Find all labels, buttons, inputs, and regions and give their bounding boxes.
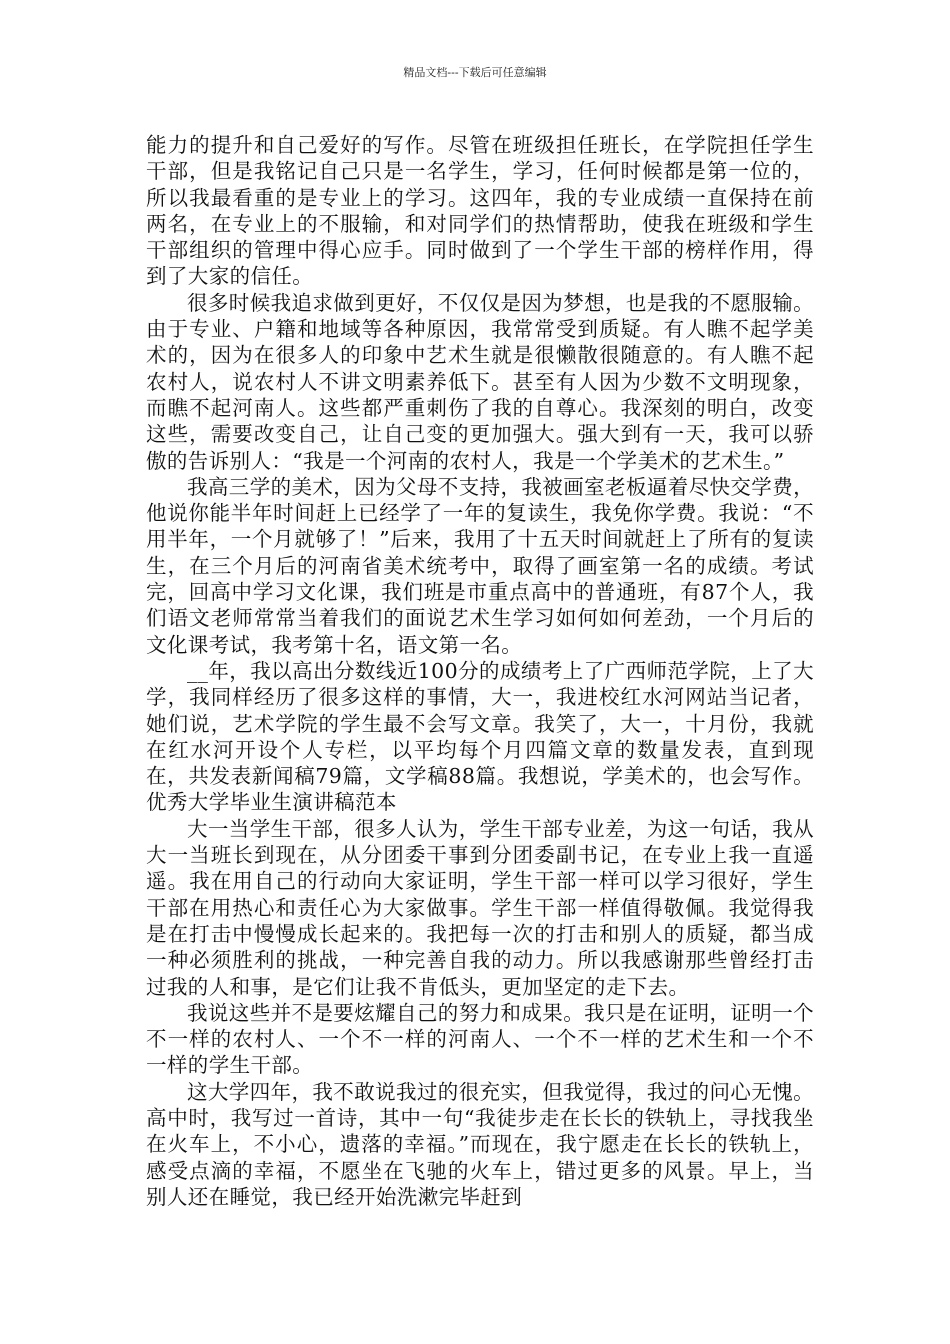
paragraph-4: __年，我以高出分数线近100分的成绩考上了广西师范学院，上了大学，我同样经历了很多这样的事情，大一，我进校红水河网站当记者，她们说，艺术学院的学生最不会写文章。我笑了，大一，十月份，我就在红水河开设个人专栏，以平均每个月四篇文章的数量发表，直到现在，共发表新闻稿79篇，文学稿88篇。我想说，学美术的，也会写作。优秀大学毕业生演讲稿范本 (146, 658, 814, 815)
paragraph-3: 我高三学的美术，因为父母不支持，我被画室老板逼着尽快交学费，他说你能半年时间赶上已经学了一年的复读生，我免你学费。我说：“不用半年，一个月就够了！”后来，我用了十五天时间就赶上了所有的复读生，在三个月后的河南省美术统考中，取得了画室第一名的成绩。考试完，回高中学习文化课，我们班是市重点高中的普通班，有87个人，我们语文老师常常当着我们的面说艺术生学习如何如何差劲，一个月后的文化课考试，我考第十名，语文第一名。 (146, 474, 814, 657)
paragraph-2: 很多时候我追求做到更好，不仅仅是因为梦想，也是我的不愿服输。由于专业、户籍和地域等各种原因，我常常受到质疑。有人瞧不起学美术的，因为在很多人的印象中艺术生就是很懒散很随意的。有人瞧不起农村人，说农村人不讲文明素养低下。甚至有人因为少数不文明现象，而瞧不起河南人。这些都严重刺伤了我的自尊心。我深刻的明白，改变这些，需要改变自己，让自己变的更加强大。强大到有一天，我可以骄傲的告诉别人：“我是一个河南的农村人，我是一个学美术的艺术生。” (146, 290, 814, 473)
paragraph-5: 大一当学生干部，很多人认为，学生干部专业差，为这一句话，我从大一当班长到现在，从分团委干事到分团委副书记，在专业上我一直遥遥。我在用自己的行动向大家证明，学生干部一样可以学习很好，学生干部在用热心和责任心为大家做事。学生干部一样值得敬佩。我觉得我是在打击中慢慢成长起来的。我把每一次的打击和别人的质疑，都当成一种必须胜利的挑战，一种完善自我的动力。所以我感谢那些曾经打击过我的人和事，是它们让我不肯低头，更加坚定的走下去。 (146, 816, 814, 999)
paragraph-7: 这大学四年，我不敢说我过的很充实，但我觉得，我过的问心无愧。高中时，我写过一首诗，其中一句“我徒步走在长长的铁轨上，寻找我坐在火车上，不小心，遗落的幸福。”而现在，我宁愿走在长长的铁轨上，感受点滴的幸福，不愿坐在飞驰的火车上，错过更多的风景。早上，当别人还在睡觉，我已经开始洗漱完毕赶到 (146, 1079, 814, 1209)
document-body (146, 132, 814, 1210)
paragraph-1: 能力的提升和自己爱好的写作。尽管在班级担任班长，在学院担任学生干部，但是我铭记自己只是一名学生，学习，任何时候都是第一位的，所以我最看重的是专业上的学习。这四年，我的专业成绩一直保持在前两名，在专业上的不服输，和对同学们的热情帮助，使我在班级和学生干部组织的管理中得心应手。同时做到了一个学生干部的榜样作用，得到了大家的信任。 (146, 133, 814, 289)
page-header: 精品文档---下载后可任意编辑 (403, 66, 547, 79)
paragraph-6: 我说这些并不是要炫耀自己的努力和成果。我只是在证明，证明一个不一样的农村人、一个不一样的河南人、一个不一样的艺术生和一个不一样的学生干部。 (146, 1000, 814, 1078)
